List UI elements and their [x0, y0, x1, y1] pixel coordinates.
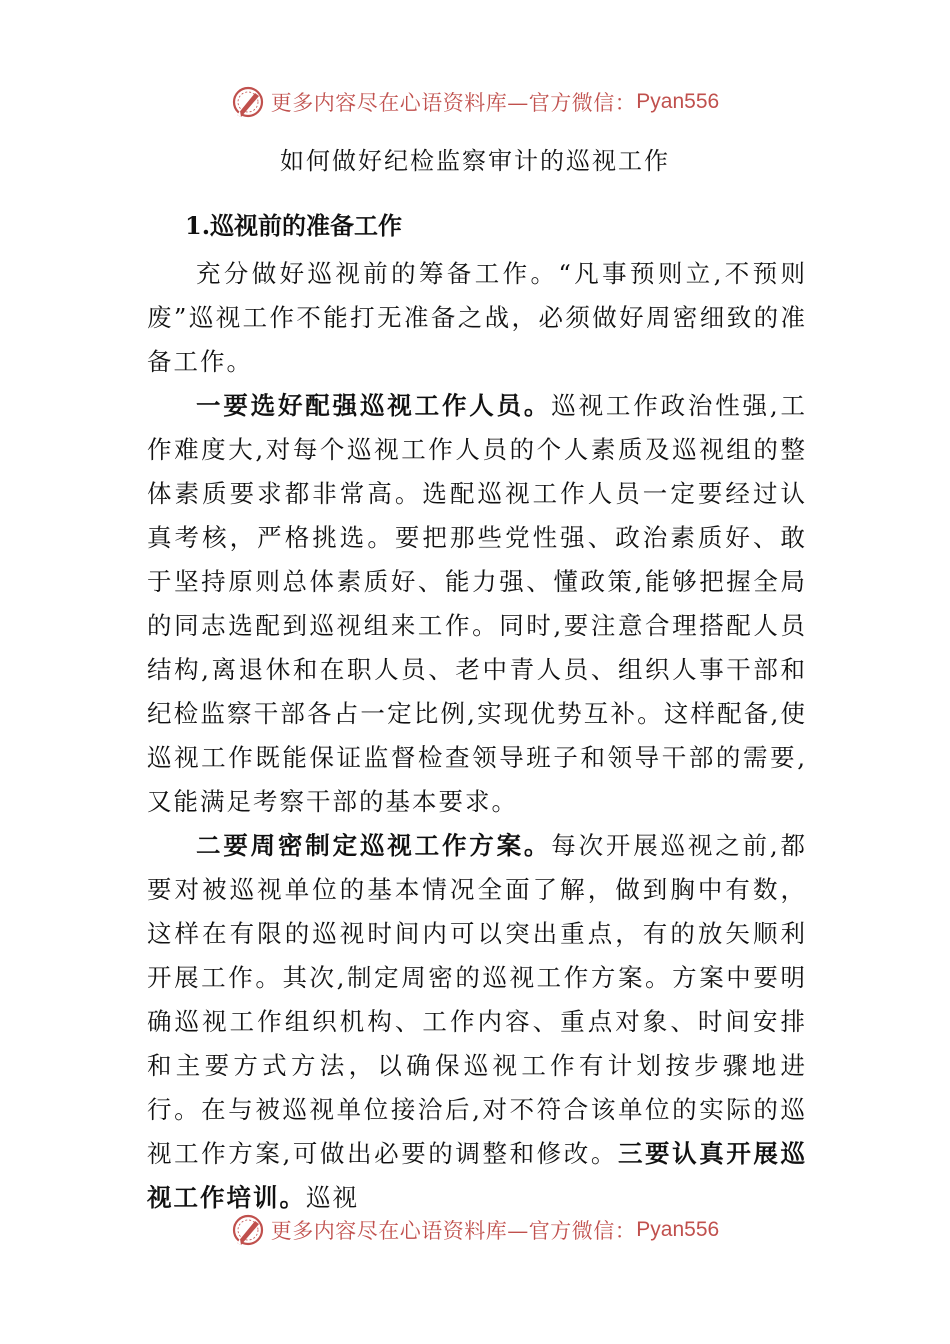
paragraph-training-body: 巡视: [306, 1183, 359, 1212]
paragraph-plan: [147, 824, 807, 1220]
paragraph-intro: 充分做好巡视前的筹备工作。“凡事预则立,不预则废”巡视工作不能打无准备之战，必须做好周密细致的准备工作。: [147, 259, 807, 376]
paragraph-plan-lead: 二要周密制定巡视工作方案。: [196, 831, 552, 860]
paragraph-staffing: [147, 384, 807, 824]
watermark-text: 更多内容尽在心语资料库—官方微信：: [270, 1219, 637, 1243]
pen-logo-icon: [231, 85, 265, 119]
watermark-text: 更多内容尽在心语资料库—官方微信：: [270, 91, 637, 115]
paragraph-staffing-body: 巡视工作政治性强,工作难度大,对每个巡视工作人员的个人素质及巡视组的整体素质要求都非常高。选配巡视工作人员一定要经过认真考核，严格挑选。要把那些党性强、政治素质好、敢于坚持原则总体素质好、能力强、懂政策,能够把握全局的同志选配到巡视组来工作。同时,要注意合理搭配人员结构,离退休和在职人员、老中青人员、组织人事干部和纪检监察干部各占一定比例,实现优势互补。这样配备,使巡视工作既能保证监督检查领导班子和领导干部的需要,又能满足考察干部的基本要求。: [147, 391, 807, 816]
pen-logo-icon: [231, 1213, 265, 1247]
section-heading: 1.巡视前的准备工作: [185, 211, 403, 240]
watermark-wechat-id: Pyan556: [636, 1218, 720, 1241]
document-title: 如何做好纪检监察审计的巡视工作: [280, 147, 670, 175]
header-watermark: [0, 82, 950, 122]
watermark-wechat-id: Pyan556: [636, 90, 720, 113]
document-body: [147, 206, 807, 1220]
paragraph-training-lead: 三要认真开展巡视工作培训。: [147, 1139, 808, 1212]
paragraph-plan-body: 每次开展巡视之前,都要对被巡视单位的基本情况全面了解，做到胸中有数，这样在有限的巡视时间内可以突出重点，有的放矢顺利开展工作。其次,制定周密的巡视工作方案。方案中要明确巡视工作组织机构、工作内容、重点对象、时间安排和主要方式方法，以确保巡视工作有计划按步骤地进行。在与被巡视单位接洽后,对不符合该单位的实际的巡视工作方案,可做出必要的调整和修改。: [147, 831, 807, 1168]
footer-watermark: [0, 1210, 950, 1250]
paragraph-staffing-lead: 一要选好配强巡视工作人员。: [196, 391, 552, 420]
